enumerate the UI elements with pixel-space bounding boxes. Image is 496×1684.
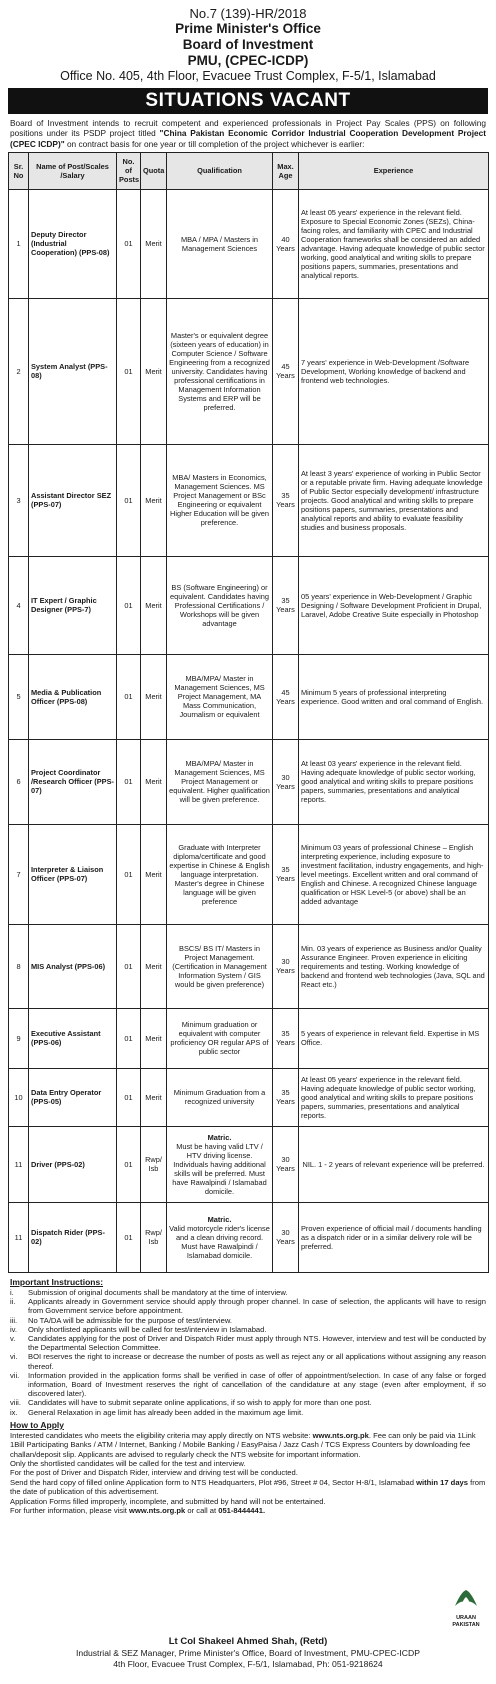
table-row	[9, 824, 489, 924]
advertisement-header	[0, 0, 496, 84]
cell-posts: 01	[117, 924, 141, 1008]
cell-post: Media & Publication Officer (PPS-08)	[29, 654, 117, 739]
cell-quota: Merit	[141, 556, 167, 654]
list-item: i. Submission of original documents shall be mandatory at the time of interview.	[10, 1287, 288, 1297]
cell-qualification: MBA/ Masters in Economics, Management Sciences. MS Project Management or BSc Engineering or equivalent Higher Education will be given preference.	[167, 444, 273, 556]
table-row	[9, 739, 489, 824]
cell-post: Project Coordinator /Research Officer (PPS-07)	[29, 739, 117, 824]
cell-qualification: Minimum graduation or equivalent with computer proficiency OR regular APS of public sector	[167, 1008, 273, 1068]
cell-quota: Merit	[141, 1008, 167, 1068]
nts-website-link[interactable]: www.nts.org.pk	[129, 1505, 186, 1515]
cell-post: Data Entry Operator (PPS-05)	[29, 1068, 117, 1126]
column-header-sr: Sr. No	[9, 152, 29, 189]
cell-quota: Merit	[141, 654, 167, 739]
cell-age: 30 Years	[273, 1126, 299, 1202]
cell-experience: Minimum 03 years of professional Chinese – English interpreting experience, including exposure to investment facilitation, industry engagements, and high-level meetings. Excellent written and oral command of English and Chinese. A recognized Chinese language qualification or HSK Level-5 (or above) shall be an added advantage	[299, 824, 489, 924]
cell-experience: 05 years' experience in Web-Development / Graphic Designing / Software Development Proficient in Drupal, Laravel, Adobe Creative Suite especially in Photoshop	[299, 556, 489, 654]
apply-paragraph: For further information, please visit www.nts.org.pk or call at 051-8444441.	[10, 1505, 266, 1515]
cell-quota: Merit	[141, 924, 167, 1008]
table-row	[9, 1068, 489, 1126]
cell-sr: 8	[9, 924, 29, 1008]
cell-quota: Merit	[141, 189, 167, 298]
cell-posts: 01	[117, 1068, 141, 1126]
cell-age: 40 Years	[273, 189, 299, 298]
cell-posts: 01	[117, 1202, 141, 1272]
table-row	[9, 1008, 489, 1068]
cell-qualification: BSCS/ BS IT/ Masters in Project Management. (Certification in Management Information System / GIS would be given preference)	[167, 924, 273, 1008]
cell-qualification: MBA/MPA/ Master in Management Sciences, MS Project Management, MA Mass Communication, Journalism or equivalent	[167, 654, 273, 739]
logo-text-line1: URAAN	[456, 1615, 476, 1621]
list-item: ii. Applicants already in Government service should apply through proper channel. In case of selection, the applicants will have to resign from Government service before appointment.	[10, 1297, 486, 1316]
cell-quota: Merit	[141, 1068, 167, 1126]
column-header-posts: No. of Posts	[117, 152, 141, 189]
cell-posts: 01	[117, 556, 141, 654]
cell-quota: Rwp/ Isb	[141, 1126, 167, 1202]
cell-posts: 01	[117, 824, 141, 924]
cell-qualification: MBA / MPA / Masters in Management Sciences	[167, 189, 273, 298]
cell-age: 45 Years	[273, 654, 299, 739]
apply-paragraph: Only the shortlisted candidates will be called for the test and interview.	[10, 1458, 246, 1468]
apply-paragraph: Application Forms filled improperly, incomplete, and submitted by hand will not be entertained.	[10, 1496, 326, 1506]
cell-qualification: Matric. Valid motorcycle rider's license and a clean driving record. Must have Rawalpindi / Islamabad domicile.	[167, 1202, 273, 1272]
cell-post: Interpreter & Liaison Officer (PPS-07)	[29, 824, 117, 924]
cell-post: System Analyst (PPS-08)	[29, 298, 117, 444]
cell-experience: Proven experience of official mail / documents handling as a dispatch rider or in a similar delivery role will be preferred.	[299, 1202, 489, 1272]
list-item: v. Candidates applying for the post of Driver and Dispatch Rider must apply through NTS. However, interview and test will be conducted by the Departmental Selection Committee.	[10, 1333, 486, 1353]
cell-age: 30 Years	[273, 739, 299, 824]
cell-post: Executive Assistant (PPS-06)	[29, 1008, 117, 1068]
list-item: vi. BOI reserves the right to increase or decrease the number of posts as well as reject any or all applications without assigning any reason thereof.	[10, 1352, 486, 1371]
list-item: iv. Only shortlisted applicants will be called for test/interview in Islamabad.	[10, 1324, 267, 1334]
list-item: vii. Information provided in the application forms shall be verified in case of offer of appointment/selection. In case of any false or forged information, Board of Investment reserves the right of cancellation of the candidature at any stage (even after employment, if so discovered later).	[10, 1370, 486, 1399]
cell-post: Driver (PPS-02)	[29, 1126, 117, 1202]
logo-text-line2: PAKISTAN	[452, 1621, 480, 1628]
unit-name: PMU, (CPEC-ICDP)	[187, 53, 309, 68]
instructions-heading: Important Instructions:	[10, 1276, 104, 1287]
cell-age: 35 Years	[273, 1068, 299, 1126]
cell-post: IT Expert / Graphic Designer (PPS-7)	[29, 556, 117, 654]
cell-age: 45 Years	[273, 298, 299, 444]
cell-experience: At least 03 years' experience in the relevant field. Having adequate knowledge of public sector working, good analytical and writing skills to prepare positions papers, summaries, presentations and analytical reports.	[299, 739, 489, 824]
cell-posts: 01	[117, 654, 141, 739]
situations-vacant-banner: SITUATIONS VACANT	[8, 88, 488, 114]
cell-experience: Min. 03 years of experience as Business and/or Quality Assurance Engineer. Proven experience in eliciting requirements and testing. Working knowledge of backend and frontend web technologies (Java, SQL and React etc.)	[299, 924, 489, 1008]
cell-experience: At least 3 years' experience of working in Public Sector or a reputable private firm. Having adequate knowledge of Public Sector especially development/ infrastructure projects. Good analytical and writing skills to prepare positions papers, summaries, presentations and analytical reports and ability to evaluate feasibility studies and business proposals.	[299, 444, 489, 556]
cell-sr: 11	[9, 1202, 29, 1272]
cell-qualification: Graduate with Interpreter diploma/certificate and good expertise in Chinese & English language interpretation. Master's degree in Chinese language will be given preference	[167, 824, 273, 924]
deadline-text: within 17 days	[416, 1477, 468, 1487]
cell-sr: 1	[9, 189, 29, 298]
cell-posts: 01	[117, 444, 141, 556]
table-row	[9, 298, 489, 444]
cell-qualification: MBA/MPA/ Master in Management Sciences, MS Project Management or equivalent. Higher qualification will be given preference.	[167, 739, 273, 824]
cell-sr: 3	[9, 444, 29, 556]
cell-qualification: Matric. Must be having valid LTV / HTV driving license. Individuals having additional skills will be preferred. Must have Rawalpindi / Islamabad domicile.	[167, 1126, 273, 1202]
cell-sr: 2	[9, 298, 29, 444]
intro-paragraph: Board of Investment intends to recruit competent and experienced professionals in Project Pay Scales (PPS) on following positions under its PSDP project titled "China Pakistan Economic Corridor Industrial Cooperation Development Project (CPEC ICDP)" on contract basis for one year or till completion of the project whichever is earlier:	[10, 118, 486, 149]
cell-age: 35 Years	[273, 1008, 299, 1068]
cell-quota: Merit	[141, 739, 167, 824]
apply-paragraph: For the post of Driver and Dispatch Rider, interview and driving test will be conducted.	[10, 1468, 298, 1478]
column-header-experience: Experience	[299, 152, 489, 189]
cell-qualification: Master's or equivalent degree (sixteen years of education) in Computer Science / Software Engineering from a recognized university. Candidates having professional certifications in Management Information Systems and ERP will be preferred.	[167, 298, 273, 444]
office-address: Office No. 405, 4th Floor, Evacuee Trust Complex, F-5/1, Islamabad	[60, 69, 436, 83]
cell-sr: 4	[9, 556, 29, 654]
cell-experience: 5 years of experience in relevant field. Expertise in MS Office.	[299, 1008, 489, 1068]
table-header-row	[9, 152, 489, 189]
cell-quota: Merit	[141, 444, 167, 556]
cell-age: 30 Years	[273, 1202, 299, 1272]
nts-website-link[interactable]: www.nts.org.pk	[312, 1430, 369, 1440]
column-header-age: Max. Age	[273, 152, 299, 189]
cell-post: Assistant Director SEZ (PPS-07)	[29, 444, 117, 556]
organization-name: Prime Minister's Office	[175, 21, 321, 36]
table-row	[9, 189, 489, 298]
cell-qualification: BS (Software Engineering) or equivalent. Candidates having Professional Certifications / Workshops will be given advantage	[167, 556, 273, 654]
cell-post: Dispatch Rider (PPS-02)	[29, 1202, 117, 1272]
cell-posts: 01	[117, 298, 141, 444]
apply-paragraph: Send the hard copy of filled online Application form to NTS Headquarters, Plot #96, Street # 04, Sector H-8/1, Islamabad within 17 days from the date of publication of this advertisement.	[10, 1477, 486, 1497]
cell-experience: 7 years' experience in Web-Development /Software Development, Working knowledge of backend and frontend web technologies.	[299, 298, 489, 444]
uraan-pakistan-logo	[446, 1588, 486, 1632]
cell-quota: Merit	[141, 824, 167, 924]
cell-age: 30 Years	[273, 924, 299, 1008]
column-header-post: Name of Post/Scales /Salary	[29, 152, 117, 189]
table-row	[9, 924, 489, 1008]
list-item: viii. Candidates will have to submit separate online applications, if so wish to apply for more than one post.	[10, 1398, 372, 1408]
cell-quota: Merit	[141, 298, 167, 444]
table-row	[9, 556, 489, 654]
table-row	[9, 444, 489, 556]
cell-sr: 9	[9, 1008, 29, 1068]
table-row	[9, 1126, 489, 1202]
department-name: Board of Investment	[182, 37, 314, 52]
vacancies-table	[8, 152, 489, 1273]
cell-posts: 01	[117, 189, 141, 298]
table-row	[9, 1202, 489, 1272]
contact-phone: 051-8444441.	[218, 1505, 266, 1515]
table-row	[9, 654, 489, 739]
cell-qualification: Minimum Graduation from a recognized university	[167, 1068, 273, 1126]
cell-sr: 10	[9, 1068, 29, 1126]
cell-post: MIS Analyst (PPS-06)	[29, 924, 117, 1008]
cell-sr: 7	[9, 824, 29, 924]
cell-age: 35 Years	[273, 556, 299, 654]
cell-sr: 11	[9, 1126, 29, 1202]
cell-posts: 01	[117, 739, 141, 824]
cell-experience: NIL. 1 - 2 years of relevant experience will be preferred.	[299, 1126, 489, 1202]
cell-experience: At least 05 years' experience in the relevant field. Exposure to Special Economic Zones (SEZs), China-facing roles, and familiarity with CPEC and Industrial Cooperation frameworks shall be considered an added advantage. Having adequate knowledge of public sector working, good analytical and writing skills to prepare positions papers, summaries, presentations and analytical reports.	[299, 189, 489, 298]
qualification-minimum: Matric.	[207, 1132, 232, 1142]
cell-post: Deputy Director (Industrial Cooperation) (PPS-08)	[29, 189, 117, 298]
cell-posts: 01	[117, 1008, 141, 1068]
signatory-address: 4th Floor, Evacuee Trust Complex, F-5/1, Islamabad, Ph: 051-9218624	[113, 1659, 383, 1669]
column-header-qualification: Qualification	[167, 152, 273, 189]
column-header-quota: Quota	[141, 152, 167, 189]
cell-age: 35 Years	[273, 444, 299, 556]
how-to-apply-heading: How to Apply	[10, 1419, 64, 1430]
signatory-name: Lt Col Shakeel Ahmed Shah, (Retd)	[168, 1636, 328, 1647]
cell-sr: 6	[9, 739, 29, 824]
cell-posts: 01	[117, 1126, 141, 1202]
qualification-minimum: Matric.	[207, 1214, 232, 1224]
list-item: ix. General Relaxation in age limit has already been added in the maximum age limit.	[10, 1407, 304, 1417]
apply-paragraph: Interested candidates who meets the eligibility criteria may apply directly on NTS website: www.nts.org.pk. Fee can only be paid via 1Link 1Bill Participating Banks / ATM / Internet, Banking / Mobile Banking / EasyPaisa / Jazz Cash / TCS Express Counters by downloading fee challan/deposit slip. Applicants are advised to regularly check the NTS website for important information.	[10, 1430, 476, 1459]
instructions-list	[10, 1288, 486, 1417]
reference-number: No.7 (139)-HR/2018	[189, 6, 307, 21]
signatory-block	[0, 1636, 496, 1670]
cell-experience: Minimum 5 years of professional interpreting experience. Good written and oral command of English.	[299, 654, 489, 739]
cell-quota: Rwp/ Isb	[141, 1202, 167, 1272]
project-title: "China Pakistan Economic Corridor Industrial Cooperation Development Project (CPEC ICDP)"	[10, 128, 486, 149]
cell-age: 35 Years	[273, 824, 299, 924]
cell-experience: At least 05 years' experience in the relevant field. Having adequate knowledge of public sector working, good analytical and writing skills to prepare positions papers, summaries, presentations and analytical reports.	[299, 1068, 489, 1126]
list-item: iii. No TA/DA will be admissible for the purpose of test/interview.	[10, 1315, 232, 1325]
signatory-title: Industrial & SEZ Manager, Prime Minister's Office, Board of Investment, PMU-CPEC-ICDP	[76, 1648, 420, 1658]
how-to-apply-section	[10, 1431, 486, 1516]
uraan-pakistan-icon	[453, 1588, 479, 1610]
cell-sr: 5	[9, 654, 29, 739]
